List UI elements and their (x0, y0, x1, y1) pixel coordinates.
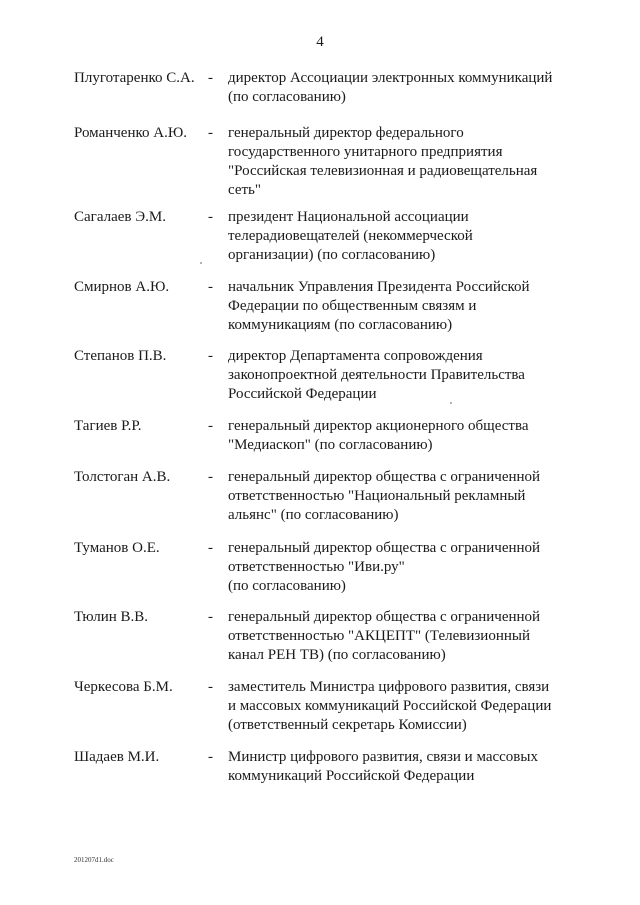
member-dash: - (208, 679, 213, 695)
member-role-line: генеральный директор акционерного общества (228, 418, 529, 434)
member-name: Шадаев М.И. (74, 749, 160, 765)
scan-speck (450, 402, 452, 404)
member-role-line: директор Департамента сопровождения (228, 348, 483, 364)
member-role (228, 278, 573, 335)
member-name: Смирнов А.Ю. (74, 279, 170, 295)
member-role-line: альянс" (по согласованию) (228, 507, 399, 523)
member-dash: - (208, 279, 213, 295)
member-role-line: "Российская телевизионная и радиовещательная (228, 163, 538, 179)
member-dash: - (208, 70, 213, 86)
member-dash: - (208, 540, 213, 556)
member-name: Черкесова Б.М. (74, 679, 173, 695)
member-role-line: генеральный директор федерального (228, 125, 464, 141)
member-role (228, 69, 573, 107)
member-role-line: сеть" (228, 182, 262, 198)
member-role-line: организации) (по согласованию) (228, 247, 436, 263)
member-name: Туманов О.Е. (74, 540, 160, 556)
member-dash: - (208, 418, 213, 434)
member-role-line: генеральный директор общества с ограниченной (228, 540, 541, 556)
member-role-line: "Медиаскоп" (по согласованию) (228, 437, 433, 453)
member-dash: - (208, 209, 213, 225)
member-role-line: ответственностью "АКЦЕПТ" (Телевизионный (228, 628, 530, 644)
member-role (228, 208, 573, 265)
member-role (228, 124, 573, 200)
member-role-line: законопроектной деятельности Правительства (228, 367, 525, 383)
member-role (228, 347, 573, 404)
member-role-line: канал РЕН ТВ) (по согласованию) (228, 647, 446, 663)
member-role-line: коммуникаций Российской Федерации (228, 768, 475, 784)
member-role-line: коммуникациям (по согласованию) (228, 317, 453, 333)
member-name: Романченко А.Ю. (74, 125, 188, 141)
member-role-line: Министр цифрового развития, связи и массовых (228, 749, 538, 765)
member-role-line: начальник Управления Президента Российской (228, 279, 530, 295)
member-dash: - (208, 469, 213, 485)
member-name: Толстоган А.В. (74, 469, 171, 485)
member-role-line: (ответственный секретарь Комиссии) (228, 717, 467, 733)
file-reference: 201207d1.doc (74, 856, 114, 864)
member-role-line: директор Ассоциации электронных коммуникаций (228, 70, 553, 86)
member-role (228, 468, 573, 525)
member-role (228, 678, 573, 735)
member-dash: - (208, 609, 213, 625)
member-role (228, 417, 573, 455)
member-role-line: ответственностью "Иви.ру" (228, 559, 405, 575)
member-role-line: заместитель Министра цифрового развития, связи (228, 679, 550, 695)
member-name: Степанов П.В. (74, 348, 167, 364)
member-role-line: президент Национальной ассоциации (228, 209, 469, 225)
member-name: Плуготаренко С.А. (74, 70, 195, 86)
member-role-line: ответственностью "Национальный рекламный (228, 488, 526, 504)
member-role-line: генеральный директор общества с ограниченной (228, 609, 541, 625)
member-name: Тагиев Р.Р. (74, 418, 142, 434)
member-role-line: (по согласованию) (228, 578, 346, 594)
member-role-line: (по согласованию) (228, 89, 346, 105)
member-role-line: Российской Федерации (228, 386, 377, 402)
member-role-line: телерадиовещателей (некоммерческой (228, 228, 473, 244)
member-name: Сагалаев Э.М. (74, 209, 166, 225)
scan-speck (200, 262, 202, 264)
member-dash: - (208, 348, 213, 364)
member-role-line: Федерации по общественным связям и (228, 298, 477, 314)
page-number: 4 (316, 34, 324, 50)
member-dash: - (208, 749, 213, 765)
member-role (228, 748, 573, 786)
member-role-line: генеральный директор общества с ограниченной (228, 469, 541, 485)
member-dash: - (208, 125, 213, 141)
member-name: Тюлин В.В. (74, 609, 149, 625)
member-role (228, 608, 573, 665)
member-role-line: и массовых коммуникаций Российской Федерации (228, 698, 552, 714)
member-role (228, 539, 573, 596)
member-role-line: государственного унитарного предприятия (228, 144, 503, 160)
